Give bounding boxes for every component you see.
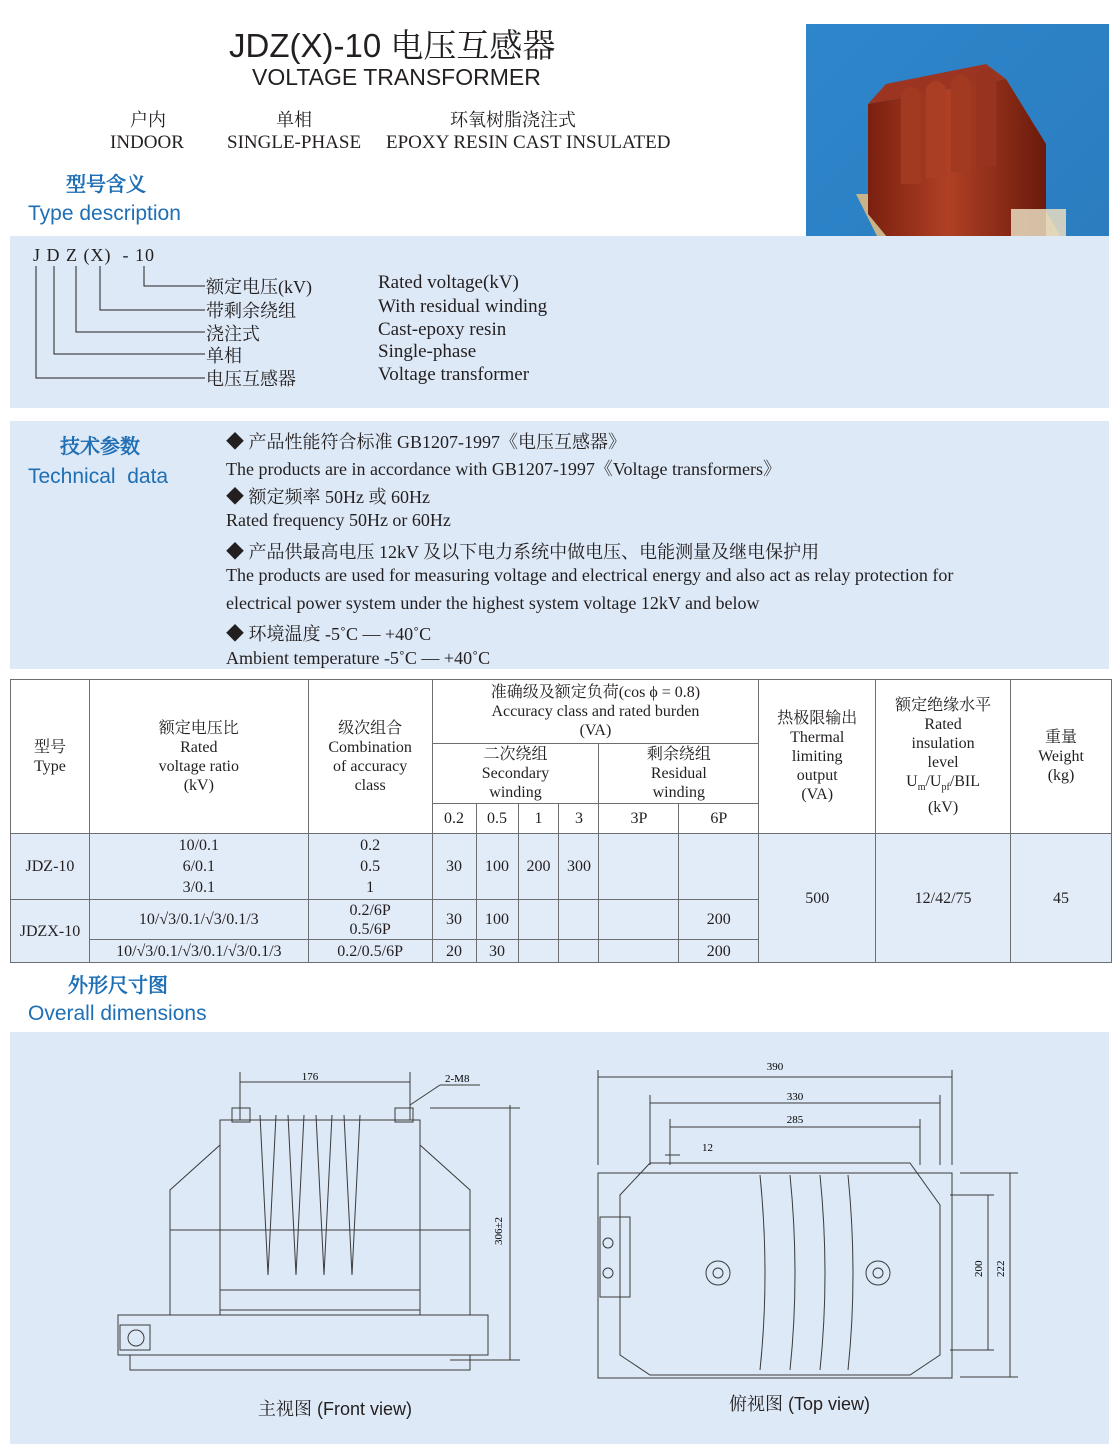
cell-thermal: 500 — [759, 834, 876, 963]
type-item-cn: 浇注式 — [206, 324, 260, 344]
top-view-caption: 俯视图 (Top view) — [729, 1394, 871, 1414]
tech-line: Ambient temperature -5˚C — +40˚C — [226, 648, 491, 668]
header-class-col: 0.2 — [432, 804, 476, 834]
tech-line: The products are in accordance with GB1207-1997《Voltage transformers》 — [226, 459, 782, 479]
cell-ratio: 10/√3/0.1/√3/0.1/√3/0.1/3 — [89, 940, 308, 963]
header-class-col: 3 — [559, 804, 599, 834]
type-item-en: With residual winding — [378, 296, 548, 317]
header-class-col: 0.5 — [476, 804, 518, 834]
feature-indoor-cn: 户内 — [130, 110, 166, 130]
cell-class: 0.2/0.5/6P — [308, 940, 432, 963]
front-dim-306: 306±2 — [493, 1216, 505, 1245]
tech-line: ◆ 环境温度 -5˚C — +40˚C — [226, 624, 432, 644]
feature-epoxy-cn: 环氧树脂浇注式 — [450, 110, 576, 130]
type-description-heading-cn: 型号含义 — [66, 174, 146, 196]
header-thermal: 热极限输出 Thermal limiting output (VA) — [759, 680, 876, 834]
cell-ratio: 10/√3/0.1/√3/0.1/3 — [89, 900, 308, 940]
front-dim-176: 176 — [301, 1071, 319, 1083]
tech-line: Rated frequency 50Hz or 60Hz — [226, 510, 451, 530]
cell-value: 200 — [518, 834, 559, 900]
cell-value — [518, 940, 559, 963]
cell-value — [679, 834, 759, 900]
type-item-cn: 额定电压(kV) — [206, 277, 312, 297]
tech-line: electrical power system under the highest system voltage 12kV and below — [226, 593, 760, 613]
cell-value: 100 — [476, 900, 518, 940]
spec-table — [10, 679, 1112, 963]
cell-value: 300 — [559, 834, 599, 900]
header-combination: 级次组合 Combination of accuracy class — [308, 680, 432, 834]
tech-line: The products are used for measuring voltage and electrical energy and also act as relay protection for — [226, 565, 954, 585]
top-dim-12: 12 — [702, 1142, 713, 1154]
cell-value: 200 — [679, 940, 759, 963]
header-insulation: 额定绝缘水平 Rated insulation level $U_m/U_{pf}$/BIL (kV) — [876, 680, 1011, 834]
technical-data-heading-en: Technical data — [28, 465, 169, 488]
header-class-col: 3P — [599, 804, 679, 834]
header-residual-winding: 剩余绕组 Residual winding — [599, 744, 759, 804]
dimensions-heading-en: Overall dimensions — [28, 1002, 207, 1025]
tech-line: ◆ 产品供最高电压 12kV 及以下电力系统中做电压、电能测量及继电保护用 — [226, 542, 820, 562]
cell-type: JDZ-10 — [11, 834, 90, 900]
cell-value: 20 — [432, 940, 476, 963]
type-item-cn: 单相 — [206, 346, 242, 366]
cell-value: 30 — [432, 900, 476, 940]
feature-single-phase-cn: 单相 — [276, 110, 312, 130]
top-dim-222: 222 — [995, 1260, 1007, 1277]
top-dim-285: 285 — [786, 1114, 804, 1126]
type-item-cn: 电压互感器 — [206, 369, 296, 389]
cell-class: 0.2 0.5 1 — [308, 834, 432, 900]
header-ratio: 额定电压比 Rated voltage ratio (kV) — [89, 680, 308, 834]
top-dim-390: 390 — [766, 1061, 784, 1073]
page-subtitle: VOLTAGE TRANSFORMER — [252, 64, 541, 90]
type-item-en: Voltage transformer — [378, 364, 530, 385]
header-class-col: 6P — [679, 804, 759, 834]
cell-insulation: 12/42/75 — [876, 834, 1011, 963]
page-title: JDZ(X)-10 电压互感器 — [229, 27, 556, 64]
table-row — [11, 834, 1112, 900]
top-dim-330: 330 — [786, 1091, 804, 1103]
cell-value — [559, 940, 599, 963]
cell-class: 0.2/6P 0.5/6P — [308, 900, 432, 940]
cell-value — [559, 900, 599, 940]
cell-value: 100 — [476, 834, 518, 900]
cell-ratio: 10/0.1 6/0.1 3/0.1 — [89, 834, 308, 900]
technical-data-heading-cn: 技术参数 — [60, 436, 140, 458]
header-class-col: 1 — [518, 804, 559, 834]
feature-epoxy-en: EPOXY RESIN CAST INSULATED — [386, 132, 671, 153]
cell-weight: 45 — [1011, 834, 1112, 963]
top-dim-200: 200 — [973, 1260, 985, 1277]
front-dim-m8: 2-M8 — [445, 1073, 470, 1085]
cell-value — [599, 900, 679, 940]
header-accuracy: 准确级及额定负荷(cos ϕ = 0.8) Accuracy class and rated burden (VA) — [432, 680, 759, 744]
tech-line: ◆ 产品性能符合标准 GB1207-1997《电压互感器》 — [226, 432, 626, 452]
type-code: J D Z (X) - 10 — [33, 245, 155, 265]
dimensions-heading-cn: 外形尺寸图 — [68, 975, 168, 997]
type-item-en: Single-phase — [378, 341, 477, 362]
type-item-en: Rated voltage(kV) — [378, 272, 519, 293]
tech-line: ◆ 额定频率 50Hz 或 60Hz — [226, 487, 430, 507]
top-view-drawing — [590, 1055, 1040, 1395]
cell-value: 200 — [679, 900, 759, 940]
cell-value — [599, 834, 679, 900]
cell-value — [599, 940, 679, 963]
type-item-en: Cast-epoxy resin — [378, 319, 507, 340]
cell-value: 30 — [432, 834, 476, 900]
front-view-drawing — [110, 1060, 530, 1390]
type-item-cn: 带剩余绕组 — [206, 301, 296, 321]
front-view-caption: 主视图 (Front view) — [258, 1399, 413, 1419]
header-secondary-winding: 二次绕组 Secondary winding — [432, 744, 599, 804]
type-code-leader-lines — [30, 262, 210, 387]
cell-value — [518, 900, 559, 940]
cell-value: 30 — [476, 940, 518, 963]
feature-single-phase-en: SINGLE-PHASE — [227, 132, 362, 153]
cell-type: JDZX-10 — [11, 900, 90, 963]
header-type: 型号 Type — [11, 680, 90, 834]
type-description-heading-en: Type description — [28, 202, 181, 225]
feature-indoor-en: INDOOR — [110, 132, 184, 153]
header-weight: 重量 Weight (kg) — [1011, 680, 1112, 834]
